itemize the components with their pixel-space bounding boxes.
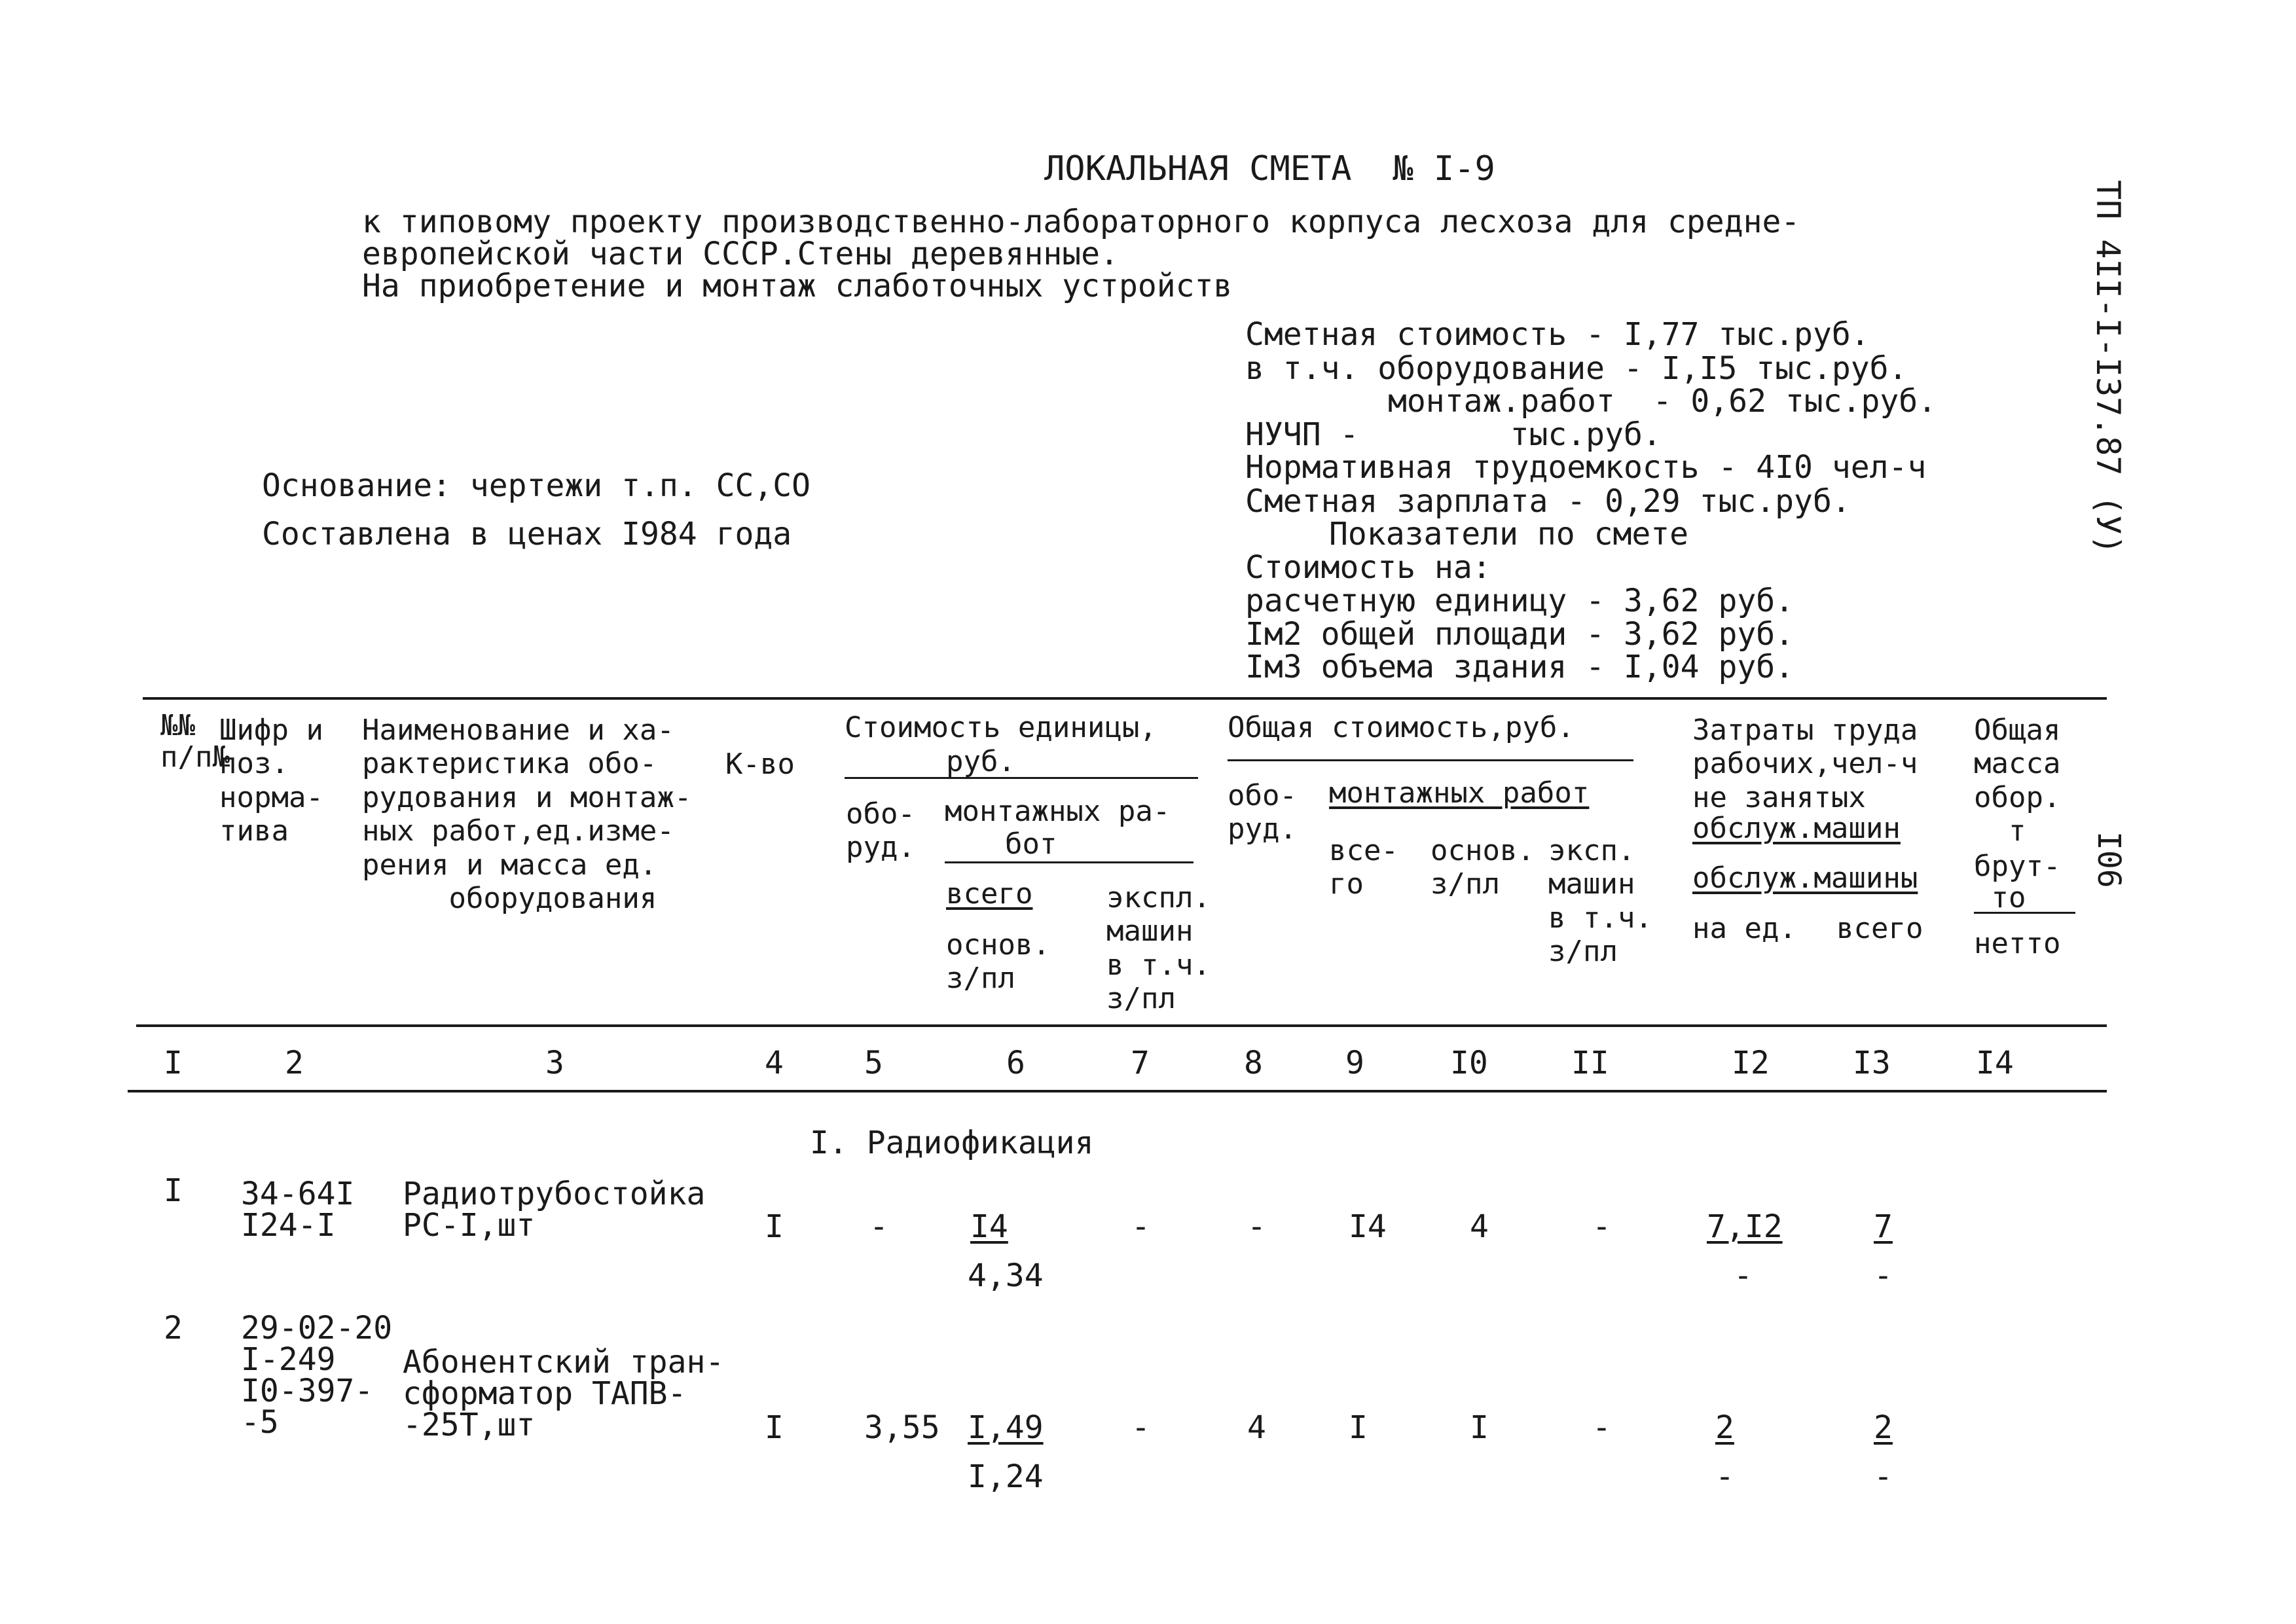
header-bottom-rule: [136, 1024, 2107, 1027]
summary-line: Iм3 объема здания - I,04 руб.: [1245, 649, 1795, 685]
rule: [945, 861, 1194, 863]
summary-line: НУЧП - тыс.руб.: [1245, 416, 1662, 453]
header-total-cost: Общая стоимость,руб.: [1228, 711, 1575, 744]
header-mount-total: всего: [946, 877, 1033, 911]
rule: [1228, 759, 1633, 761]
header-unit-equip: обо- руд.: [846, 797, 915, 865]
row-labor-total-serv: -: [1874, 1458, 1893, 1495]
row-total-mount: I4: [1349, 1208, 1387, 1245]
column-number: 4: [765, 1045, 784, 1081]
row-total-base: I: [1470, 1409, 1489, 1446]
row-labor-total: 7: [1874, 1208, 1893, 1245]
column-number: II: [1571, 1045, 1609, 1081]
row-name: Абонентский тран- сформатор ТАПВ- -25Т,шт: [403, 1344, 725, 1443]
header-labor-serv: обслуж.машины: [1692, 861, 1918, 895]
row-unit-equip: 3,55: [864, 1409, 940, 1446]
row-total-equip: -: [1247, 1208, 1266, 1245]
column-number: I4: [1976, 1045, 2014, 1081]
column-number: 6: [1006, 1045, 1025, 1081]
header-total-mach: эксп. машин в т.ч. з/пл: [1548, 834, 1652, 969]
column-number: 7: [1131, 1045, 1150, 1081]
row-labor-unit: 7,I2: [1707, 1208, 1783, 1245]
header-labor-unit: на ед.: [1692, 912, 1796, 945]
column-number: 8: [1244, 1045, 1263, 1081]
header-mount: монтажных ра-: [945, 795, 1171, 828]
summary-line: в т.ч. оборудование - I,I5 тыс.руб.: [1245, 350, 1908, 387]
row-unit-mount-base: I,24: [968, 1458, 1044, 1495]
basis-drawings: Основание: чертежи т.п. СС,СО: [262, 467, 811, 504]
column-number: I2: [1732, 1045, 1770, 1081]
row-labor-unit-serv: -: [1715, 1458, 1734, 1495]
column-number: I0: [1450, 1045, 1488, 1081]
summary-line: Стоимость на:: [1245, 549, 1491, 586]
row-total-mach: -: [1592, 1409, 1611, 1446]
row-name: Радиотрубостойка РС-I,шт: [403, 1176, 706, 1244]
header-unit-cost: Стоимость единицы,: [845, 711, 1157, 744]
column-number: 5: [864, 1045, 883, 1081]
header-mass-net: нетто: [1974, 927, 2061, 960]
basis-prices: Составлена в ценах I984 года: [262, 516, 792, 552]
header-total-base: основ. з/пл: [1430, 834, 1535, 901]
row-unit-mach: -: [1131, 1409, 1150, 1446]
row-qty: I: [765, 1208, 784, 1245]
subtitle-line-2: европейской части СССР.Стены деревянные.: [362, 236, 1119, 272]
header-code: Шифр и поз. норма- тива: [219, 713, 323, 848]
row-unit-equip: -: [869, 1208, 888, 1245]
row-labor-unit-serv: -: [1734, 1257, 1753, 1294]
header-num: №№ п/п№: [160, 709, 230, 774]
header-mount-works: монтажных работ: [1329, 776, 1590, 810]
row-labor-total-serv: -: [1874, 1257, 1893, 1294]
header-unit-cost-rub: руб.: [946, 745, 1015, 778]
header-labor: Затраты труда рабочих,чел-ч не занятых: [1692, 713, 1918, 814]
column-number: I3: [1853, 1045, 1891, 1081]
row-labor-total: 2: [1874, 1409, 1893, 1446]
row-num: I: [164, 1172, 183, 1209]
header-labor-total: всего: [1836, 912, 1923, 945]
row-unit-mach: -: [1131, 1208, 1150, 1245]
table-top-rule: [143, 697, 2107, 700]
header-mass: Общая масса обор. т: [1974, 713, 2061, 848]
header-mount-2: бот: [1005, 827, 1057, 861]
summary-line: расчетную единицу - 3,62 руб.: [1245, 583, 1795, 619]
header-mount-base: основ. з/пл: [946, 928, 1050, 996]
row-num: 2: [164, 1310, 183, 1346]
column-number: 3: [545, 1045, 564, 1081]
row-total-mach: -: [1592, 1208, 1611, 1245]
row-labor-unit: 2: [1715, 1409, 1734, 1446]
summary-line: Сметная зарплата - 0,29 тыс.руб.: [1245, 483, 1851, 520]
document-title: ЛОКАЛЬНАЯ СМЕТА № I-9: [1044, 149, 1495, 189]
header-labor-not: обслуж.машин: [1692, 812, 1901, 845]
row-unit-mount-base: 4,34: [968, 1257, 1044, 1294]
row-code: 29-02-20 I-249 I0-397- -5: [241, 1310, 393, 1441]
side-code: ТП 4II-I-I37.87 (У): [2089, 180, 2127, 554]
row-unit-mount-total: I4: [970, 1208, 1008, 1245]
summary-line: Показатели по смете: [1329, 516, 1689, 552]
row-qty: I: [765, 1409, 784, 1446]
rule: [845, 777, 1198, 779]
column-numbers-bottom-rule: [128, 1090, 2107, 1092]
row-total-base: 4: [1470, 1208, 1489, 1245]
column-number: 9: [1345, 1045, 1364, 1081]
column-number: I: [164, 1045, 183, 1081]
header-name: Наименование и ха- рактеристика обо- рудования и монтаж- ных работ,ед.изме- рения и масса ед. оборудования: [362, 713, 692, 916]
column-number: 2: [285, 1045, 304, 1081]
rule: [1974, 912, 2075, 914]
row-total-equip: 4: [1247, 1409, 1266, 1446]
header-mass-gross: брут- то: [1974, 850, 2061, 915]
header-qty: К-во: [725, 748, 795, 781]
row-total-mount: I: [1349, 1409, 1368, 1446]
subtitle-line-3: На приобретение и монтаж слаботочных устройств: [362, 268, 1233, 304]
summary-line: Iм2 общей площади - 3,62 руб.: [1245, 616, 1795, 653]
header-total-mount: все- го: [1329, 834, 1398, 901]
header-unit-mach: экспл. машин в т.ч. з/пл: [1106, 881, 1211, 1016]
row-unit-mount-total: I,49: [968, 1409, 1044, 1446]
summary-line: Сметная стоимость - I,77 тыс.руб.: [1245, 316, 1870, 353]
summary-line: монтаж.работ - 0,62 тыс.руб.: [1388, 383, 1937, 420]
section-title: I. Радиофикация: [810, 1125, 1094, 1161]
subtitle-line-1: к типовому проекту производственно-лабораторного корпуса лесхоза для средне-: [362, 204, 1800, 240]
row-code: 34-64I I24-I: [241, 1176, 355, 1244]
summary-line: Нормативная трудоемкость - 4I0 чел-ч: [1245, 449, 1927, 486]
header-total-equip: обо- руд.: [1228, 779, 1297, 846]
page-number: I06: [2090, 831, 2127, 888]
